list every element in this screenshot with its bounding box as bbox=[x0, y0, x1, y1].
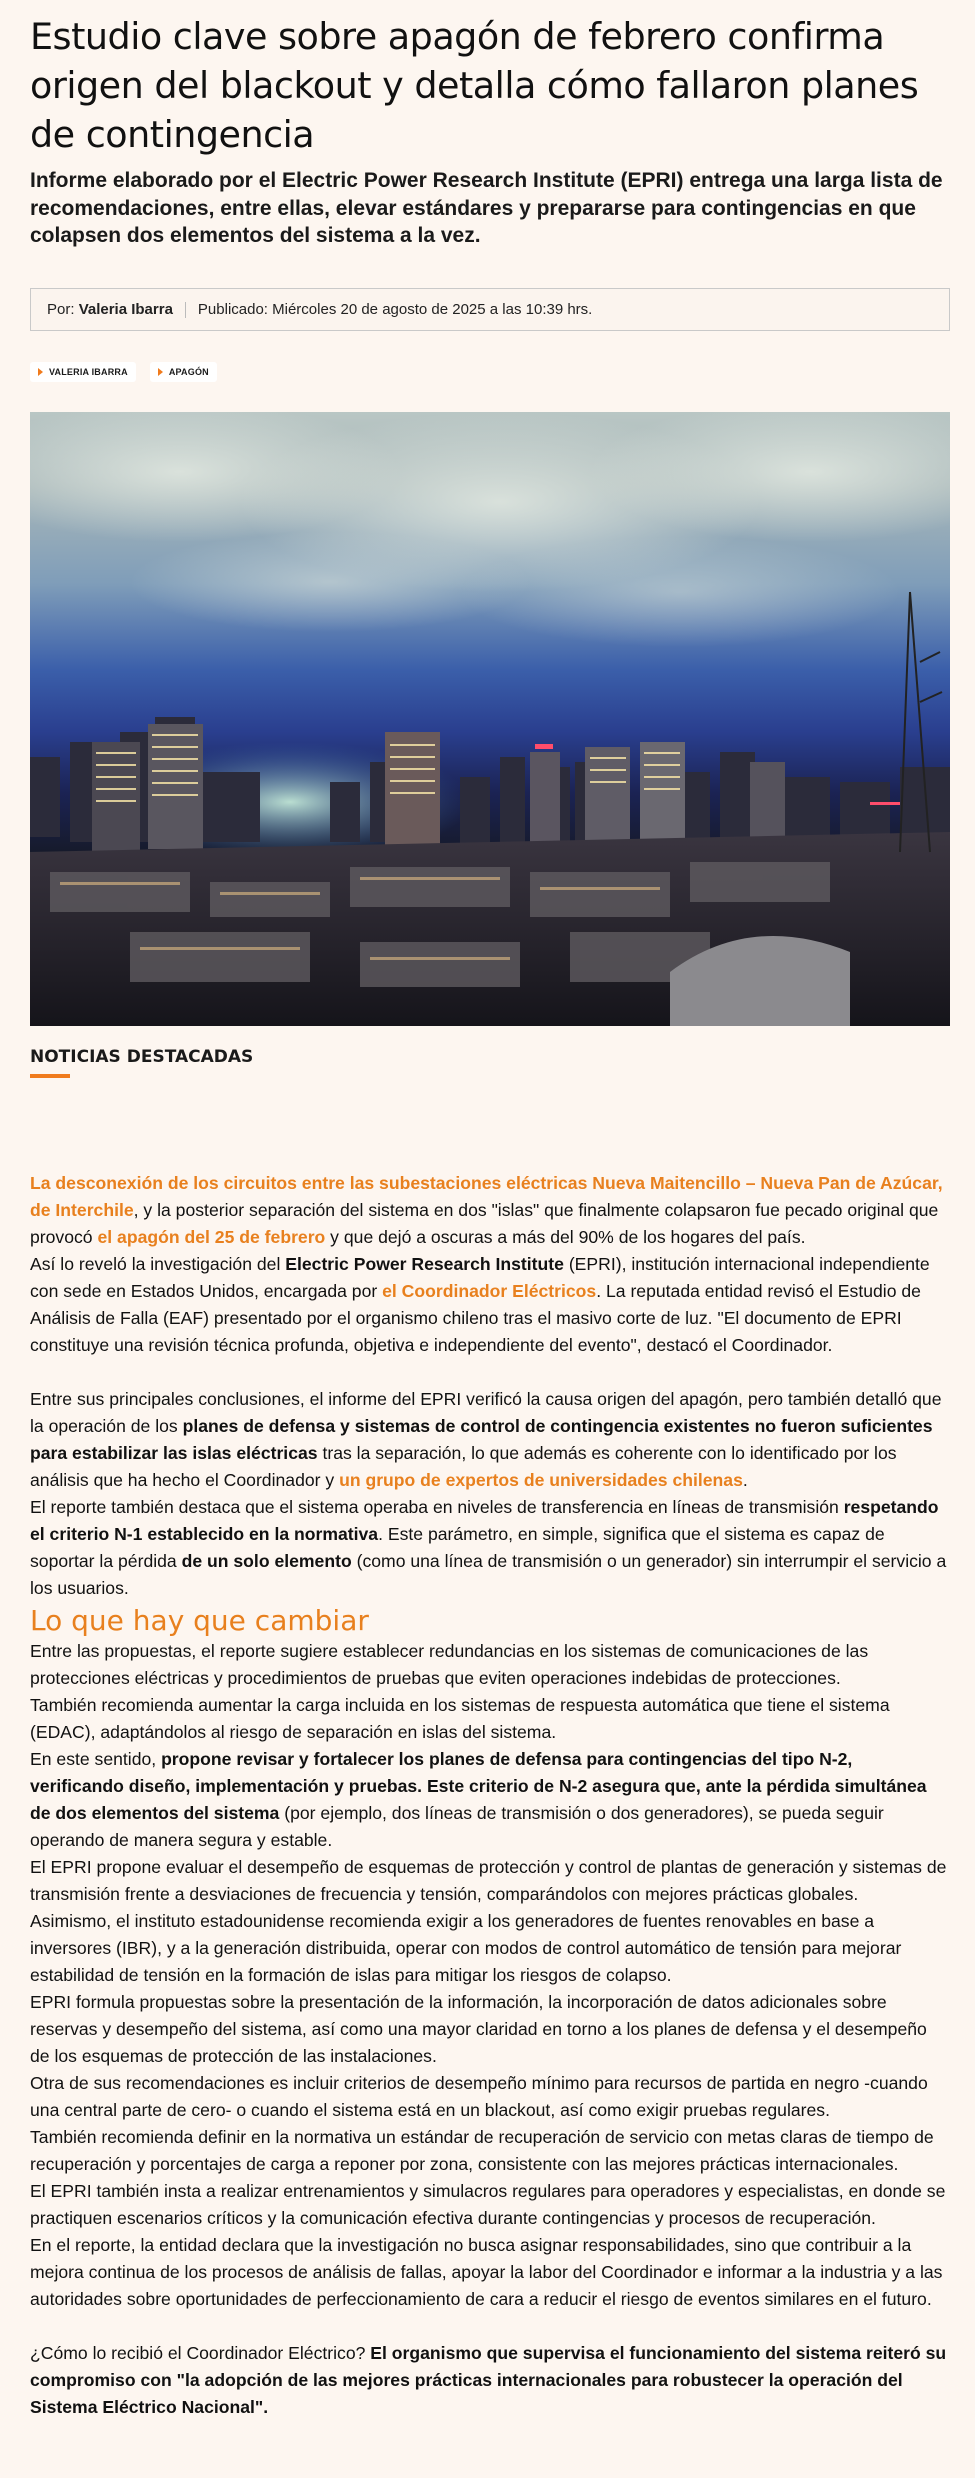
paragraph: Entre las propuestas, el reporte sugiere establecer redundancias en los sistemas de comunicaciones de las protecciones eléctricas y procedimientos de pruebas que eviten operaciones indebidas de protecciones. bbox=[30, 1641, 869, 1688]
byline bbox=[30, 288, 950, 331]
article-title: Estudio clave sobre apagón de febrero confirma origen del blackout y detalla cómo fallaron planes de contingencia bbox=[30, 15, 919, 156]
paragraph: Asimismo, el instituto estadounidense recomienda exigir a los generadores de fuentes renovables en base a inversores (IBR), y a la generación distribuida, operar con modos de control automático de tensión para mejorar estabilidad de tensión en la formación de islas para mitigar los riesgos de colapso. bbox=[30, 1911, 902, 1985]
spacer bbox=[30, 2313, 950, 2340]
byline-by-label: Por: bbox=[47, 301, 75, 318]
paragraph: También recomienda aumentar la carga incluida en los sistemas de respuesta automática que tiene el sistema (EDAC), adaptándolos al riesgo de separación en islas del sistema. bbox=[30, 1695, 890, 1742]
byline-author[interactable]: Valeria Ibarra bbox=[78, 301, 173, 318]
tag-apagon[interactable] bbox=[150, 362, 217, 382]
link-coordinador[interactable]: el Coordinador Eléctricos bbox=[382, 1281, 597, 1301]
byline-divider bbox=[185, 302, 186, 318]
tag-label: APAGÓN bbox=[168, 367, 209, 377]
paragraph: Otra de sus recomendaciones es incluir criterios de desempeño mínimo para recursos de partida en negro -cuando una central parte de cero- o cuando el sistema está en un blackout, así como exigir pruebas regulares. bbox=[30, 2073, 928, 2120]
section-label-featured: NOTICIAS DESTACADAS bbox=[30, 1047, 254, 1067]
city-skyline-illustration bbox=[30, 412, 950, 1026]
article-body bbox=[30, 1170, 950, 2421]
paragraph: Así lo reveló la investigación del Electric Power Research Institute (EPRI), institución internacional independiente con sede en Estados Unidos, encargada por el Coordinador Eléctricos. La reputada entidad revisó el Estudio de Análisis de Falla (EAF) presentado por el organismo chileno tras el masivo corte de luz. "El documento de EPRI constituye una revisión técnica profunda, objetiva e independiente del evento", destacó el Coordinador. bbox=[30, 1254, 930, 1355]
tag-valeria-ibarra[interactable] bbox=[30, 362, 136, 382]
tag-arrow-icon bbox=[158, 368, 163, 376]
section-heading: Lo que hay que cambiar bbox=[30, 1604, 369, 1637]
tag-arrow-icon bbox=[38, 368, 43, 376]
paragraph: El reporte también destaca que el sistema operaba en niveles de transferencia en líneas de transmisión respetando el criterio N-1 establecido en la normativa. Este parámetro, en simple, significa que el sistema es capaz de soportar la pérdida de un solo elemento (como una línea de transmisión o un generador) sin interrumpir el servicio a los usuarios. bbox=[30, 1497, 947, 1598]
paragraph: ¿Cómo lo recibió el Coordinador Eléctrico? El organismo que supervisa el funcionamiento del sistema reiteró su compromiso con "la adopción de las mejores prácticas internacionales para robustecer la operación del Sistema Eléctrico Nacional". bbox=[30, 2343, 947, 2417]
hero-image-city-night bbox=[30, 412, 950, 1026]
tag-list bbox=[30, 362, 217, 382]
paragraph: En este sentido, propone revisar y fortalecer los planes de defensa para contingencias del tipo N-2, verificando diseño, implementación y pruebas. Este criterio de N-2 asegura que, ante la pérdida simultánea de dos elementos del sistema (por ejemplo, dos líneas de transmisión o dos generadores), se pueda seguir operando de manera segura y estable. bbox=[30, 1749, 927, 1850]
spacer bbox=[30, 1359, 950, 1386]
link-apagon[interactable]: el apagón del 25 de febrero bbox=[97, 1227, 326, 1247]
paragraph: Entre sus principales conclusiones, el informe del EPRI verificó la causa origen del apagón, pero también detalló que la operación de los planes de defensa y sistemas de control de contingencia existentes no fueron suficientes para estabilizar las islas eléctricas tras la separación, lo que además es coherente con lo identificado por los análisis que ha hecho el Coordinador y un grupo de expertos de universidades chilenas. bbox=[30, 1389, 942, 1490]
section-underline bbox=[30, 1074, 70, 1078]
link-subestaciones[interactable]: La desconexión de los circuitos entre las subestaciones eléctricas Nueva Maitencillo – Nueva Pan de Azúcar, de Interchile bbox=[30, 1173, 943, 1220]
tag-label: VALERIA IBARRA bbox=[49, 367, 128, 377]
paragraph: La desconexión de los circuitos entre las subestaciones eléctricas Nueva Maitencillo – Nueva Pan de Azúcar, de Interchile, y la posterior separación del sistema en dos "islas" que finalmente colapsaron fue pecado original que provocó el apagón del 25 de febrero y que dejó a oscuras a más del 90% de los hogares del país. bbox=[30, 1173, 943, 1247]
paragraph: EPRI formula propuestas sobre la presentación de la información, la incorporación de datos adicionales sobre reservas y desempeño del sistema, así como una mayor claridad en torno a los planes de defensa y el desempeño de los esquemas de protección de las instalaciones. bbox=[30, 1992, 927, 2066]
paragraph: El EPRI propone evaluar el desempeño de esquemas de protección y control de plantas de generación y sistemas de transmisión frente a desviaciones de frecuencia y tensión, comparándolos con mejores prácticas globales. bbox=[30, 1857, 947, 1904]
paragraph: En el reporte, la entidad declara que la investigación no busca asignar responsabilidades, sino que contribuir a la mejora continua de los procesos de análisis de fallas, apoyar la labor del Coordinador e informar a la industria y a las autoridades sobre oportunidades de perfeccionamiento de cara a reducir el riesgo de eventos similares en el futuro. bbox=[30, 2235, 943, 2309]
link-expertos[interactable]: un grupo de expertos de universidades chilenas bbox=[339, 1470, 743, 1490]
paragraph: También recomienda definir en la normativa un estándar de recuperación de servicio con metas claras de tiempo de recuperación y porcentajes de carga a reponer por zona, consistente con las mejores prácticas internacionales. bbox=[30, 2127, 934, 2174]
article-subtitle: Informe elaborado por el Electric Power Research Institute (EPRI) entrega una larga lista de recomendaciones, entre ellas, elevar estándares y prepararse para contingencias en que colapsen dos elementos del sistema a la vez. bbox=[30, 169, 943, 247]
paragraph: El EPRI también insta a realizar entrenamientos y simulacros regulares para operadores y especialistas, en donde se practiquen escenarios críticos y la comunicación efectiva durante contingencias y procesos de recuperación. bbox=[30, 2181, 946, 2228]
byline-published: Publicado: Miércoles 20 de agosto de 2025 a las 10:39 hrs. bbox=[197, 301, 593, 318]
